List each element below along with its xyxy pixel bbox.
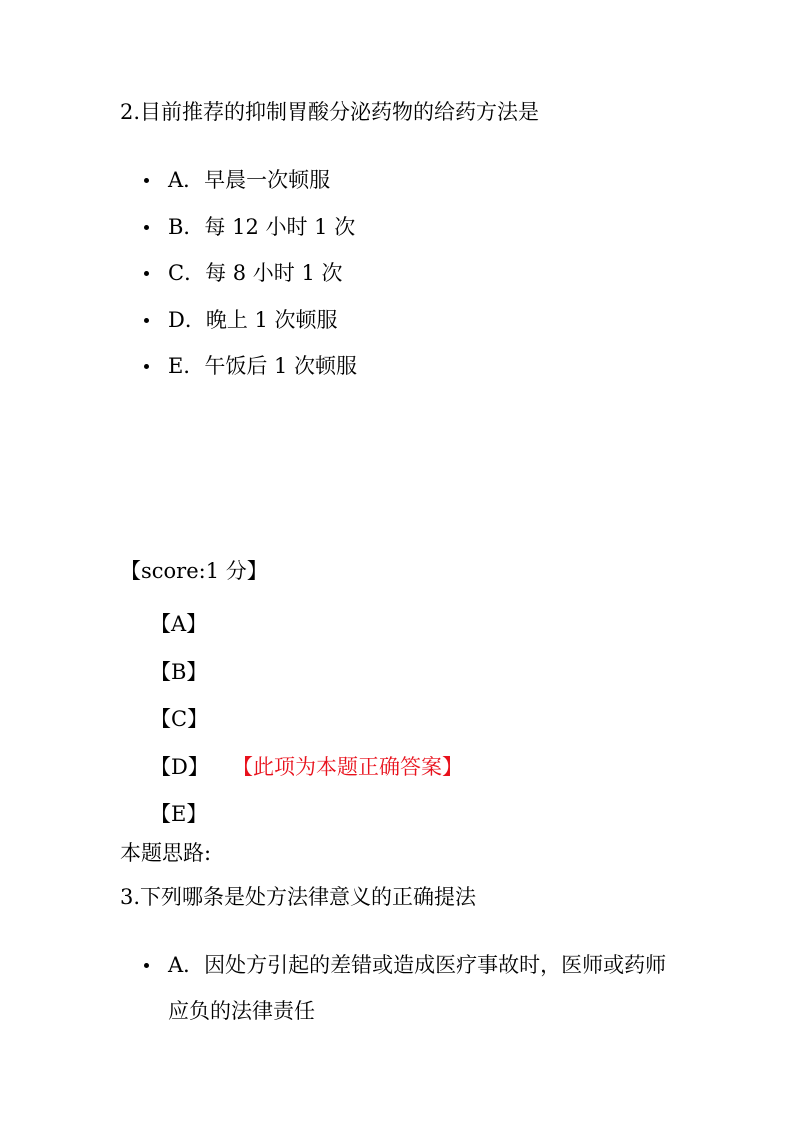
answer-d bbox=[150, 744, 463, 792]
option-e bbox=[120, 343, 357, 390]
bullet-icon bbox=[144, 318, 149, 323]
answer-label: 【B】 bbox=[150, 659, 208, 684]
bullet-icon bbox=[144, 364, 149, 369]
option-b bbox=[120, 204, 357, 251]
bullet-icon bbox=[144, 963, 149, 968]
option-text: C．每 8 小时 1 次 bbox=[168, 261, 343, 285]
answer-a bbox=[150, 601, 209, 649]
correct-answer-mark: 【此项为本题正确答案】 bbox=[232, 754, 463, 779]
option-text: A．早晨一次顿服 bbox=[168, 168, 331, 192]
question-3-title: 3.下列哪条是处方法律意义的正确提法 bbox=[120, 885, 477, 909]
option-d bbox=[120, 297, 357, 344]
answer-b bbox=[150, 649, 209, 697]
option-a bbox=[120, 942, 668, 1034]
question-3-options bbox=[120, 942, 668, 1034]
score-label: 【score:1 分】 bbox=[120, 559, 268, 583]
option-text: D．晚上 1 次顿服 bbox=[168, 307, 338, 332]
answer-label: 【D】 bbox=[150, 754, 209, 779]
option-text: B．每 12 小时 1 次 bbox=[168, 214, 356, 239]
answer-label: 【E】 bbox=[150, 802, 208, 826]
bullet-icon bbox=[144, 271, 149, 276]
answer-c bbox=[150, 696, 209, 744]
answer-label: 【A】 bbox=[150, 612, 208, 636]
bullet-icon bbox=[144, 178, 149, 183]
option-text: A．因处方引起的差错或造成医疗事故时，医师或药师应负的法律责任 bbox=[168, 953, 667, 1023]
answer-list bbox=[150, 601, 463, 839]
question-2-options bbox=[120, 157, 357, 390]
answer-label: 【C】 bbox=[150, 707, 209, 731]
bullet-icon bbox=[144, 225, 149, 230]
option-text: E．午饭后 1 次顿服 bbox=[168, 354, 358, 378]
answer-e bbox=[150, 791, 209, 839]
question-2-title: 2.目前推荐的抑制胃酸分泌药物的给药方法是 bbox=[120, 100, 540, 124]
explanation-label: 本题思路: bbox=[120, 841, 212, 865]
option-a bbox=[120, 157, 357, 204]
option-c bbox=[120, 250, 357, 297]
